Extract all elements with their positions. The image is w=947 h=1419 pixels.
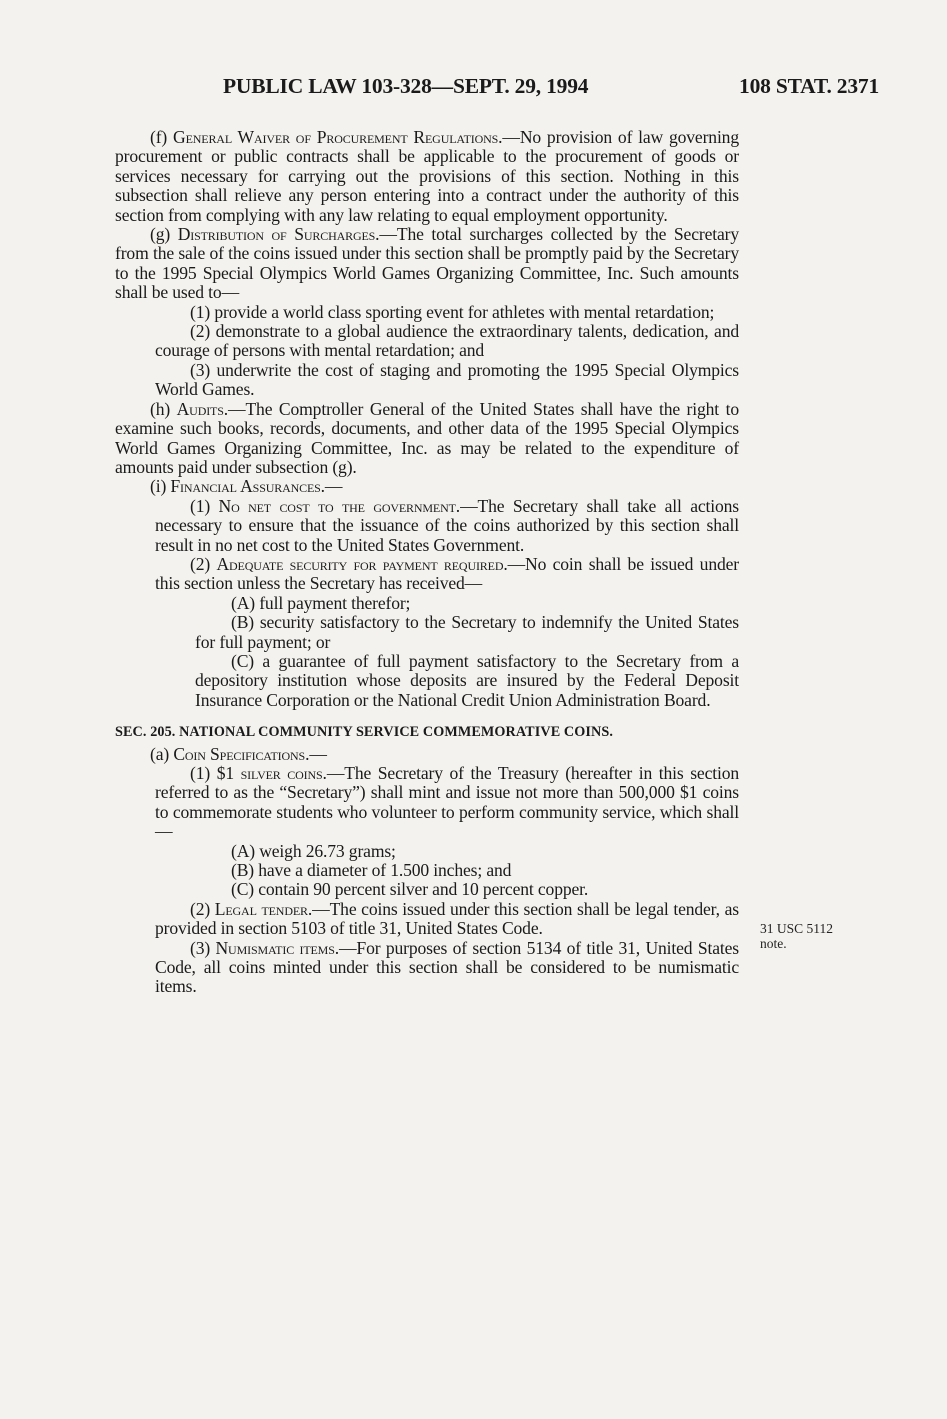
subsection-a: (a) Coin Specifications.—	[150, 743, 327, 764]
subsection-f: (f) General Waiver of Procurement Regulations.—No provision of law governing procurement or public contracts shall be applicable to the procurement of goods or services necessary for carrying out the provisions of this section. Nothing in this subsection shall relieve any person entering into a contract under the authority of this section from complying with any law relating to equal employment opportunity.	[115, 127, 739, 225]
subparagraph-item: (C) a guarantee of full payment satisfactory to the Secretary from a depository institution whose deposits are insured by the Federal Deposit Insurance Corporation or the National Credit Union Administration Board.	[195, 650, 739, 710]
section-heading: SEC. 205. NATIONAL COMMUNITY SERVICE COMMEMORATIVE COINS.	[115, 724, 613, 741]
paragraph-item: (1) $1 silver coins.—The Secretary of the Treasury (hereafter in this section referred to as the “Secretary”) shall mint and issue not more than 500,000 $1 coins to commemorate students who volunteer to perform community service, which shall—	[155, 763, 739, 842]
subsection-h: (h) Audits.—The Comptroller General of the United States shall have the right to examine such books, records, documents, and other data of the 1995 Special Olympics World Games Organizing Committee, Inc. as may be related to the expenditure of amounts paid under subsection (g).	[115, 398, 739, 477]
paragraph-heading: Numismatic items.	[215, 937, 339, 958]
paragraph-item: (2) Adequate security for payment required.—No coin shall be issued under this section unless the Secretary has received—	[155, 553, 739, 594]
paragraph-item: (2) Legal tender.—The coins issued under this section shall be legal tender, as provided in section 5103 of title 31, United States Code.	[155, 898, 739, 939]
paragraph-item: (3) underwrite the cost of staging and promoting the 1995 Special Olympics World Games.	[155, 359, 739, 400]
paragraph-item: (1) No net cost to the government.—The Secretary shall take all actions necessary to ensure that the issuance of the coins authorized by this section shall result in no net cost to the United States Government.	[155, 495, 739, 555]
subparagraph-item: (A) full payment therefor;	[231, 592, 411, 613]
subparagraph-item: (B) security satisfactory to the Secretary to indemnify the United States for full payment; or	[195, 612, 739, 652]
subparagraph-item: (B) have a diameter of 1.500 inches; and	[231, 860, 512, 881]
subsection-i: (i) Financial Assurances.—	[150, 476, 343, 497]
paragraph-item: (3) Numismatic items.—For purposes of section 5134 of title 31, United States Code, all coins minted under this section shall be considered to be numismatic items.	[155, 937, 739, 997]
subparagraph-item: (C) contain 90 percent silver and 10 percent copper.	[231, 879, 589, 900]
stat-page-number: 108 STAT. 2371	[739, 74, 879, 98]
margin-citation-note: 31 USC 5112 note.	[760, 921, 834, 951]
paragraph-heading: $1 silver coins.	[216, 763, 327, 783]
paragraph-item: (2) demonstrate to a global audience the extraordinary talents, dedication, and courage of persons with mental retardation; and	[155, 321, 739, 361]
paragraph-heading: No net cost to the government.	[218, 495, 461, 516]
subsection-heading: General Waiver of Procurement Regulations.	[173, 127, 503, 147]
paragraph-heading: Legal tender.	[214, 898, 313, 919]
subsection-heading: Coin Specifications.	[173, 743, 310, 764]
subsection-heading: Financial Assurances.	[170, 476, 325, 497]
paragraph-item: (1) provide a world class sporting event for athletes with mental retardation;	[190, 301, 715, 322]
subsection-g: (g) Distribution of Surcharges.—The total surcharges collected by the Secretary from the sale of the coins issued under this section shall be promptly paid by the Secretary to the 1995 Special Olympics World Games Organizing Committee, Inc. Such amounts shall be used to—	[115, 224, 739, 303]
subsection-heading: Audits.	[176, 398, 229, 419]
paragraph-heading: Adequate security for payment required.	[216, 553, 508, 574]
subsection-heading: Distribution of Surcharges.	[177, 224, 380, 245]
subparagraph-item: (A) weigh 26.73 grams;	[231, 840, 396, 861]
running-head: PUBLIC LAW 103-328—SEPT. 29, 1994	[223, 74, 589, 98]
statute-body	[115, 128, 739, 997]
page-header	[0, 74, 947, 106]
